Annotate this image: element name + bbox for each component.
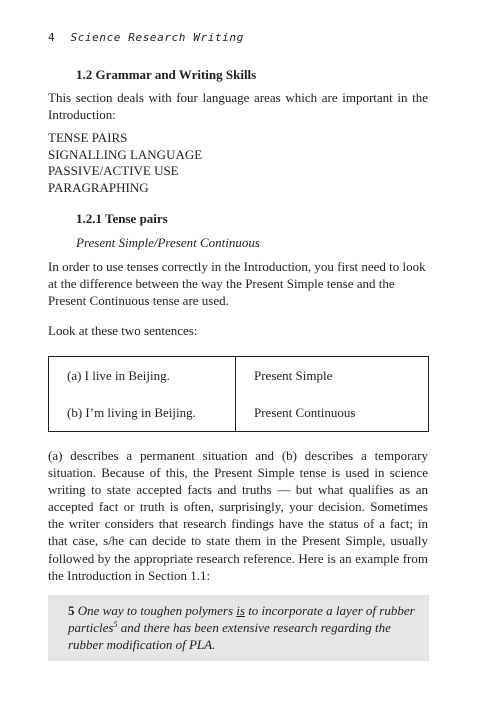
tense-paragraph: In order to use tenses correctly in the Introduction, you first need to look at the difference between the way the Present Simple tense and the Present Continuous tense are used. <box>48 259 426 308</box>
book-title: Science Research Writing <box>70 31 244 44</box>
example-text <box>68 602 418 653</box>
section-heading: 1.2 Grammar and Writing Skills <box>76 67 257 82</box>
page-number: 4 <box>48 31 56 44</box>
intro-paragraph: This section deals with four language areas which are important in the Introduction: <box>48 90 428 122</box>
description-paragraph: (a) describes a permanent situation and (b) describes a temporary situation. Because of this, the Present Simple tense is used in science writing to state accepted facts and truths — but what qualifies as an accepted fact or truth is often, surprisingly, your decision. Sometimes the writer considers that research findings have the status of a fact; in that case, s/he can decide to state them in the Present Simple, usually followed by the appropriate research reference. Here is an example from the Introduction in Section 1.1: <box>48 448 428 583</box>
table-row <box>49 357 429 395</box>
example-text-middle: to incorporate a layer of rubber particles <box>68 603 415 635</box>
running-head <box>48 31 244 44</box>
look-line: Look at these two sentences: <box>48 323 198 338</box>
table-row <box>49 394 429 432</box>
tense-cell: Present Simple <box>236 357 429 395</box>
example-text-after: and there has been extensive research regarding the rubber modification of PLA. <box>68 620 391 652</box>
sentence-table <box>48 356 429 432</box>
list-item: TENSE PAIRS <box>48 130 128 145</box>
tense-cell: Present Continuous <box>236 394 429 432</box>
sentence-cell: (a) I live in Beijing. <box>49 357 236 395</box>
example-underlined-word: is <box>236 603 245 618</box>
example-reference-superscript: 5 <box>113 620 118 629</box>
list-item: PARAGRAPHING <box>48 179 149 195</box>
list-item: SIGNALLING LANGUAGE <box>48 146 203 162</box>
language-areas-list <box>48 130 202 196</box>
sentence-cell: (b) I’m living in Beijing. <box>49 394 236 432</box>
subsection-italic-heading: Present Simple/Present Continuous <box>76 235 260 250</box>
example-text-before: One way to toughen polymers <box>77 603 237 618</box>
subsection-heading: 1.2.1 Tense pairs <box>76 211 168 226</box>
example-number: 5 <box>68 603 75 618</box>
list-item: PASSIVE/ACTIVE USE <box>48 163 179 178</box>
